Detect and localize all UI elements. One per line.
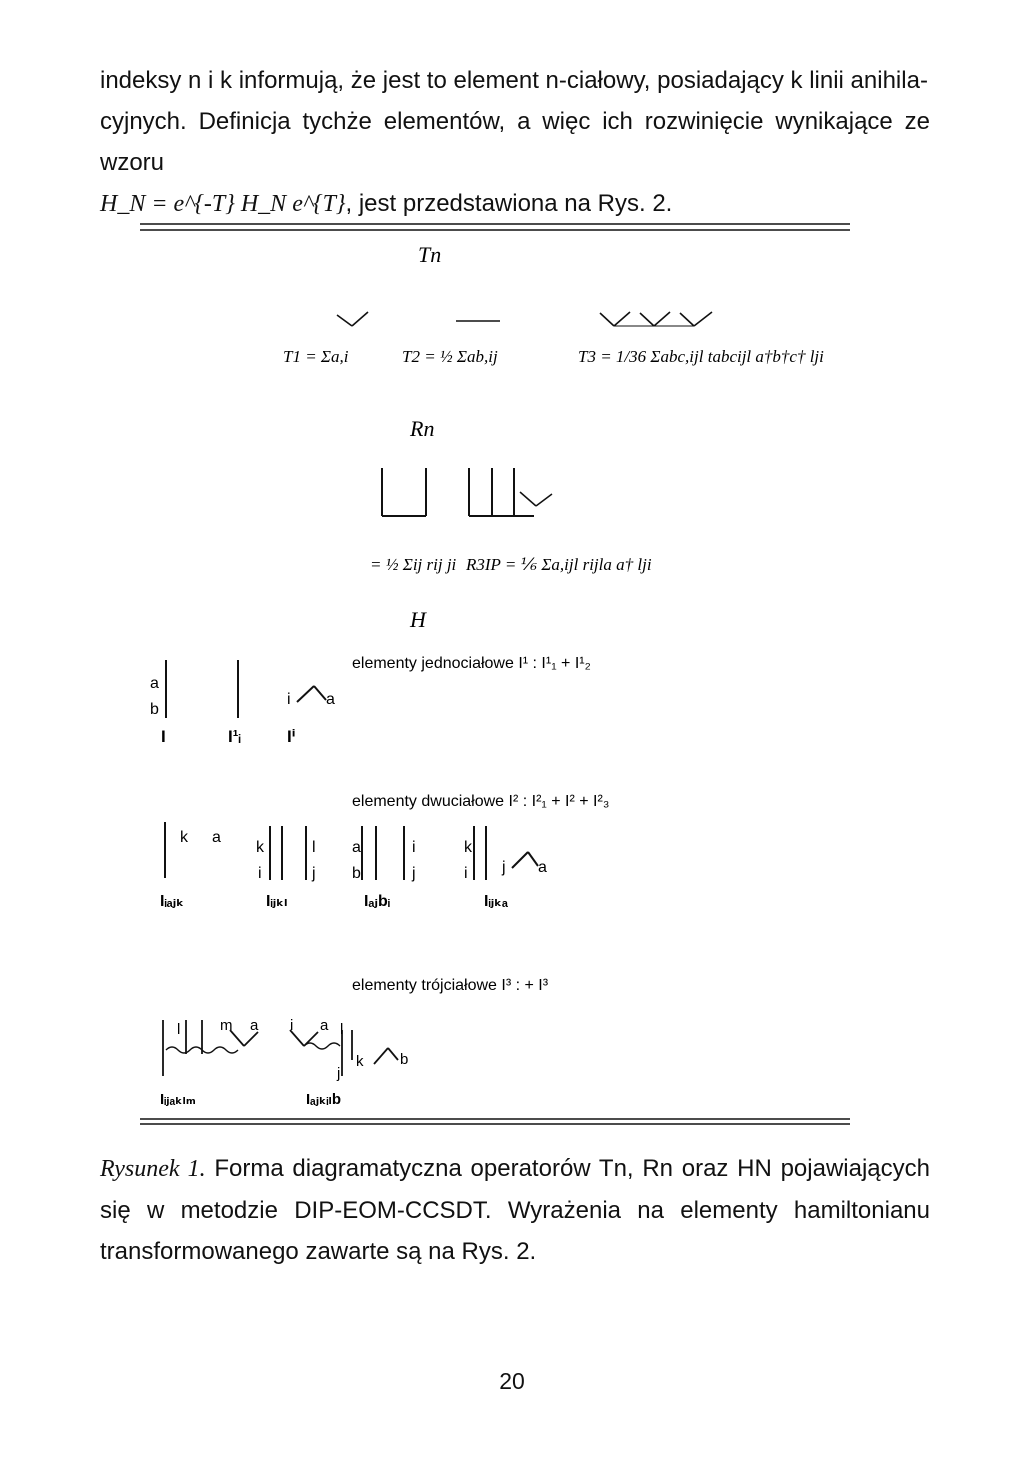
three-body-symbol-1: Iᵢⱼₐₖₗₘ xyxy=(160,1091,196,1108)
intro-line-3: H_N = e^{-T} H_N e^{T}, jest przedstawiona na Rys. 2. xyxy=(100,190,673,217)
one-body-symbol-2: I¹ᵢ xyxy=(228,727,241,746)
t1-formula: T1 = Σa,i xyxy=(283,347,349,366)
three-body-letter-a: a xyxy=(250,1017,259,1034)
intro-line-2: cyjnych. Definicja tychże elementów, a więc ich rozwinięcie wynikające ze wzoru xyxy=(100,108,930,176)
three-body-letter-k: k xyxy=(356,1053,364,1070)
t2-formula: T2 = ½ Σab,ij xyxy=(402,347,498,366)
two-body-letter-i3: i xyxy=(464,865,468,882)
t3-formula: T3 = 1/36 Σabc,ijl tabcijl a†b†c† lji xyxy=(578,347,824,366)
r2-diagram xyxy=(382,468,426,516)
r3-formula: R3IP = ⅙ Σa,ijl rijla a† lji xyxy=(466,555,652,574)
two-body-label: elementy dwuciałowe I² : I²₁ + I² + I²₃ xyxy=(352,793,610,810)
two-body-letter-i2: i xyxy=(412,839,416,856)
two-body-letter-j3: j xyxy=(502,859,506,876)
three-body-letter-b: b xyxy=(400,1051,409,1068)
two-body-letter-b: b xyxy=(352,865,361,882)
one-body-letter-b: b xyxy=(150,701,159,718)
two-body-letter-k3: k xyxy=(464,839,472,856)
t3-vertex xyxy=(600,312,712,326)
two-body-letter-i: i xyxy=(258,865,262,882)
one-body-letter-a2: a xyxy=(326,691,335,708)
r2-formula: = ½ Σij rij ji xyxy=(370,555,457,574)
figure-caption xyxy=(100,1148,930,1272)
two-body-letter-a: a xyxy=(212,829,221,846)
page-number: 20 xyxy=(499,1368,525,1394)
caption-text: Forma diagramatyczna operatorów Tn, Rn oraz HN pojawiających się w metodzie DIP-EOM-CCSDT. Wyrażenia na elementy hamiltonianu transformowanego zawarte są na Rys. 2. xyxy=(100,1155,930,1265)
rn-heading: Rn xyxy=(410,416,435,441)
t1-vertex xyxy=(337,312,368,326)
three-body-letter-l: l xyxy=(177,1021,181,1038)
two-body-symbol-4: Iᵢⱼₖₐ xyxy=(484,893,509,910)
one-body-symbol-3: Iⁱ xyxy=(287,727,296,746)
caption-label: Rysunek 1. xyxy=(100,1156,206,1182)
three-body-letter-j: j xyxy=(337,1065,341,1082)
two-body-symbol-2: Iᵢⱼₖₗ xyxy=(266,893,288,910)
one-body-diagrams xyxy=(166,660,326,718)
two-body-letter-j2: j xyxy=(412,865,416,882)
h-heading: H xyxy=(410,607,426,632)
tn-heading: Tn xyxy=(418,242,442,267)
three-body-letter-i: i xyxy=(290,1017,294,1034)
two-body-letter-k: k xyxy=(180,829,188,846)
two-body-symbol-3: Iₐⱼbᵢ xyxy=(364,893,391,910)
one-body-symbol-1: I xyxy=(161,727,166,746)
two-body-letter-l: l xyxy=(312,839,316,856)
one-body-letter-i: i xyxy=(287,691,291,708)
one-body-letter-a: a xyxy=(150,675,159,692)
hn-formula: H_N = e^{-T} H_N e^{T} xyxy=(100,191,346,217)
three-body-letter-m: m xyxy=(220,1017,233,1034)
three-body-symbol-2: Iₐⱼₖᵢₗb xyxy=(306,1091,341,1108)
one-body-label: elementy jednociałowe I¹ : I¹₁ + I¹₂ xyxy=(352,655,591,672)
three-body-letter-l2: l xyxy=(340,1021,344,1038)
intro-line-1: indeksy n i k informują, że jest to element n-ciałowy, posiadający k linii anihila- xyxy=(100,67,928,94)
two-body-letter-j: j xyxy=(312,865,316,882)
two-body-symbol-1: Iᵢₐⱼₖ xyxy=(160,893,185,910)
two-body-letter-k2: k xyxy=(256,839,264,856)
three-body-label: elementy trójciałowe I³ : + I³ xyxy=(352,977,549,994)
three-body-letter-a2: a xyxy=(320,1017,329,1034)
two-body-letter-a2: a xyxy=(352,839,361,856)
r3-diagram xyxy=(469,468,552,516)
two-body-letter-a3: a xyxy=(538,859,547,876)
